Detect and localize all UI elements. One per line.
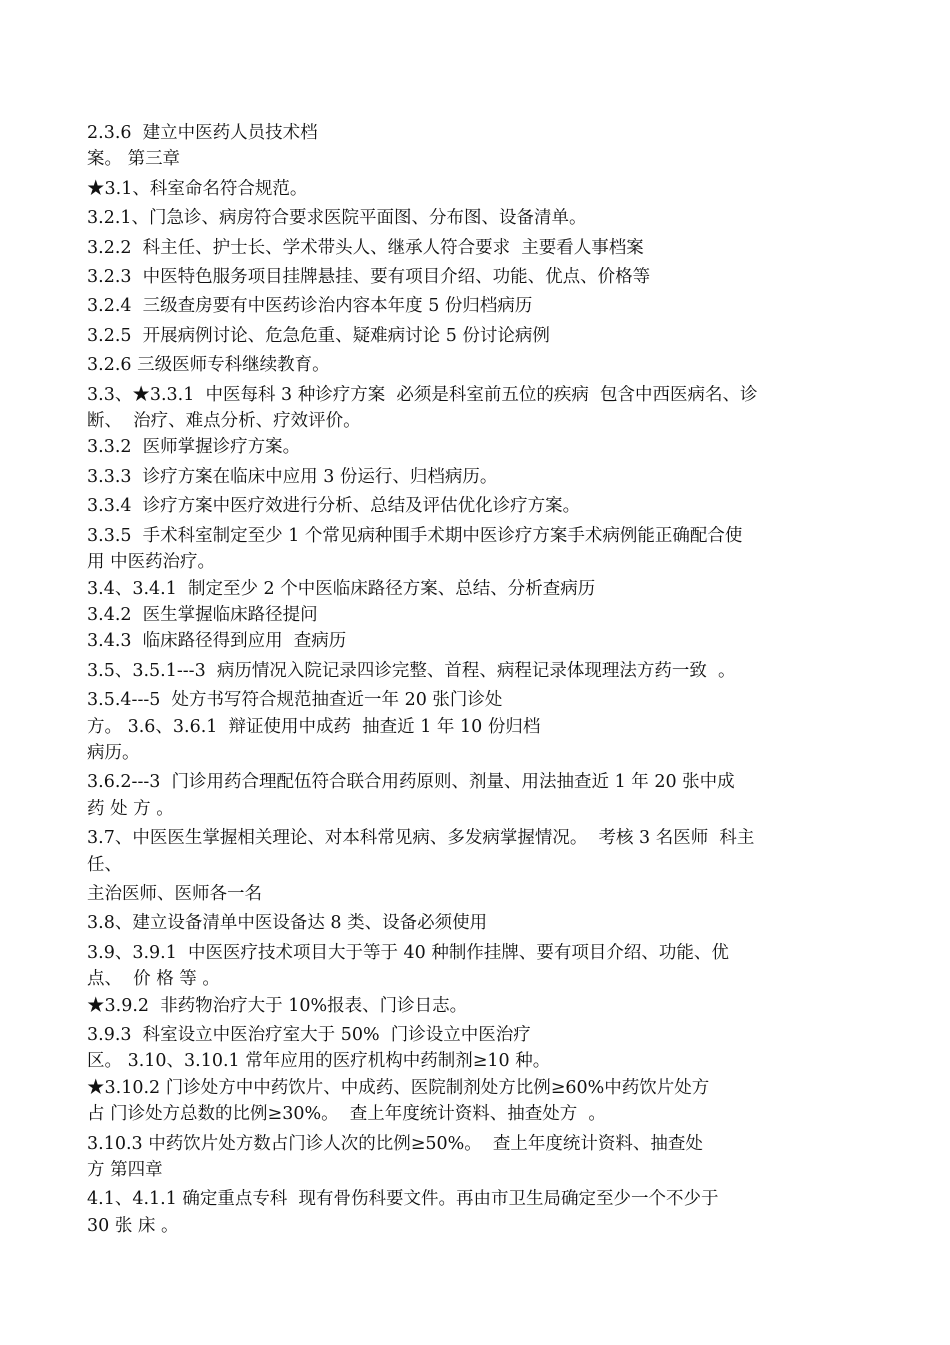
- text-line: 3.9.3 科室设立中医治疗室大于 50% 门诊设立中医治疗: [87, 1025, 531, 1045]
- text-line: 30 张 床 。: [87, 1215, 179, 1236]
- text-line: 3.3.4 诊疗方案中医疗效进行分析、总结及评估优化诊疗方案。: [87, 496, 581, 517]
- text-line: 3.5.4---5 处方书写符合规范抽查近一年 20 张门诊处: [87, 690, 503, 711]
- text-line: 3.2.5 开展病例讨论、危急危重、疑难病讨论 5 份讨论病例: [87, 325, 550, 346]
- text-line: 区。 3.10、3.10.1 常年应用的医疗机构中药制剂≥10 种。: [87, 1051, 551, 1072]
- text-line: 3.10.3 中药饮片处方数占门诊人次的比例≥50%。 查上年度统计资料、抽查处: [87, 1133, 703, 1154]
- text-line: 方。 3.6、3.6.1 辩证使用中成药 抽查近 1 年 10 份归档: [87, 716, 541, 737]
- text-line: 任、: [87, 854, 122, 875]
- text-line: 2.3.6 建立中医药人员技术档: [87, 123, 318, 143]
- text-line: 用 中医药治疗。: [87, 552, 216, 573]
- text-line: 3.4、3.4.1 制定至少 2 个中医临床路径方案、总结、分析查病历: [87, 578, 596, 599]
- text-line: 3.4.2 医生掌握临床路径提问: [87, 604, 318, 625]
- text-line: 占 门诊处方总数的比例≥30%。 查上年度统计资料、抽查处方 。: [87, 1104, 606, 1125]
- text-line: 案。 第三章: [87, 149, 181, 170]
- text-line: 3.3、★3.3.1 中医每科 3 种诊疗方案 必须是科室前五位的疾病 包含中西医病名、诊: [87, 384, 758, 405]
- document-body: [87, 120, 862, 1239]
- text-line: 3.6.2---3 门诊用药合理配伍符合联合用药原则、剂量、用法抽查近 1 年 20 张中成: [87, 772, 735, 793]
- text-line: 药 处 方 。: [87, 798, 174, 819]
- text-line: 4.1、4.1.1 确定重点专科 现有骨伤科要文件。再由市卫生局确定至少一个不少于: [87, 1189, 719, 1210]
- text-line: 3.8、建立设备清单中医设备达 8 类、设备必须使用: [87, 913, 488, 934]
- text-line: 3.4.3 临床路径得到应用 查病历: [87, 631, 347, 652]
- text-line: 点、 价 格 等 。: [87, 969, 220, 990]
- text-line: 3.2.4 三级查房要有中医药诊治内容本年度 5 份归档病历: [87, 296, 533, 317]
- text-line: 主治医师、医师各一名: [87, 883, 262, 904]
- text-line: 病历。: [87, 742, 140, 763]
- text-line: ★3.1、科室命名符合规范。: [87, 178, 308, 199]
- text-line: 3.2.2 科主任、护士长、学术带头人、继承人符合要求 主要看人事档案: [87, 237, 644, 258]
- text-line: 3.3.3 诊疗方案在临床中应用 3 份运行、归档病历。: [87, 466, 498, 487]
- text-line: 3.3.2 医师掌握诊疗方案。: [87, 437, 301, 458]
- text-line: 3.5、3.5.1---3 病历情况入院记录四诊完整、首程、病程记录体现理法方药一致 。: [87, 660, 736, 681]
- text-line: 3.9、3.9.1 中医医疗技术项目大于等于 40 种制作挂牌、要有项目介绍、功能、优: [87, 942, 729, 963]
- text-line: 3.2.3 中医特色服务项目挂牌悬挂、要有项目介绍、功能、优点、价格等: [87, 267, 651, 288]
- text-line: ★3.9.2 非药物治疗大于 10%报表、门诊日志。: [87, 995, 468, 1016]
- text-line: 3.2.1、门急诊、病房符合要求医院平面图、分布图、设备清单。: [87, 208, 587, 229]
- text-line: 3.7、中医医生掌握相关理论、对本科常见病、多发病掌握情况。 考核 3 名医师 科主: [87, 828, 755, 849]
- text-line: 方 第四章: [87, 1160, 163, 1181]
- text-line: 断、 治疗、难点分析、疗效评价。: [87, 411, 361, 432]
- text-line: 3.3.5 手术科室制定至少 1 个常见病种围手术期中医诊疗方案手术病例能正确配合使: [87, 525, 743, 546]
- text-line: 3.2.6 三级医师专科继续教育。: [87, 355, 330, 376]
- text-line: ★3.10.2 门诊处方中中药饮片、中成药、医院制剂处方比例≥60%中药饮片处方: [87, 1077, 710, 1098]
